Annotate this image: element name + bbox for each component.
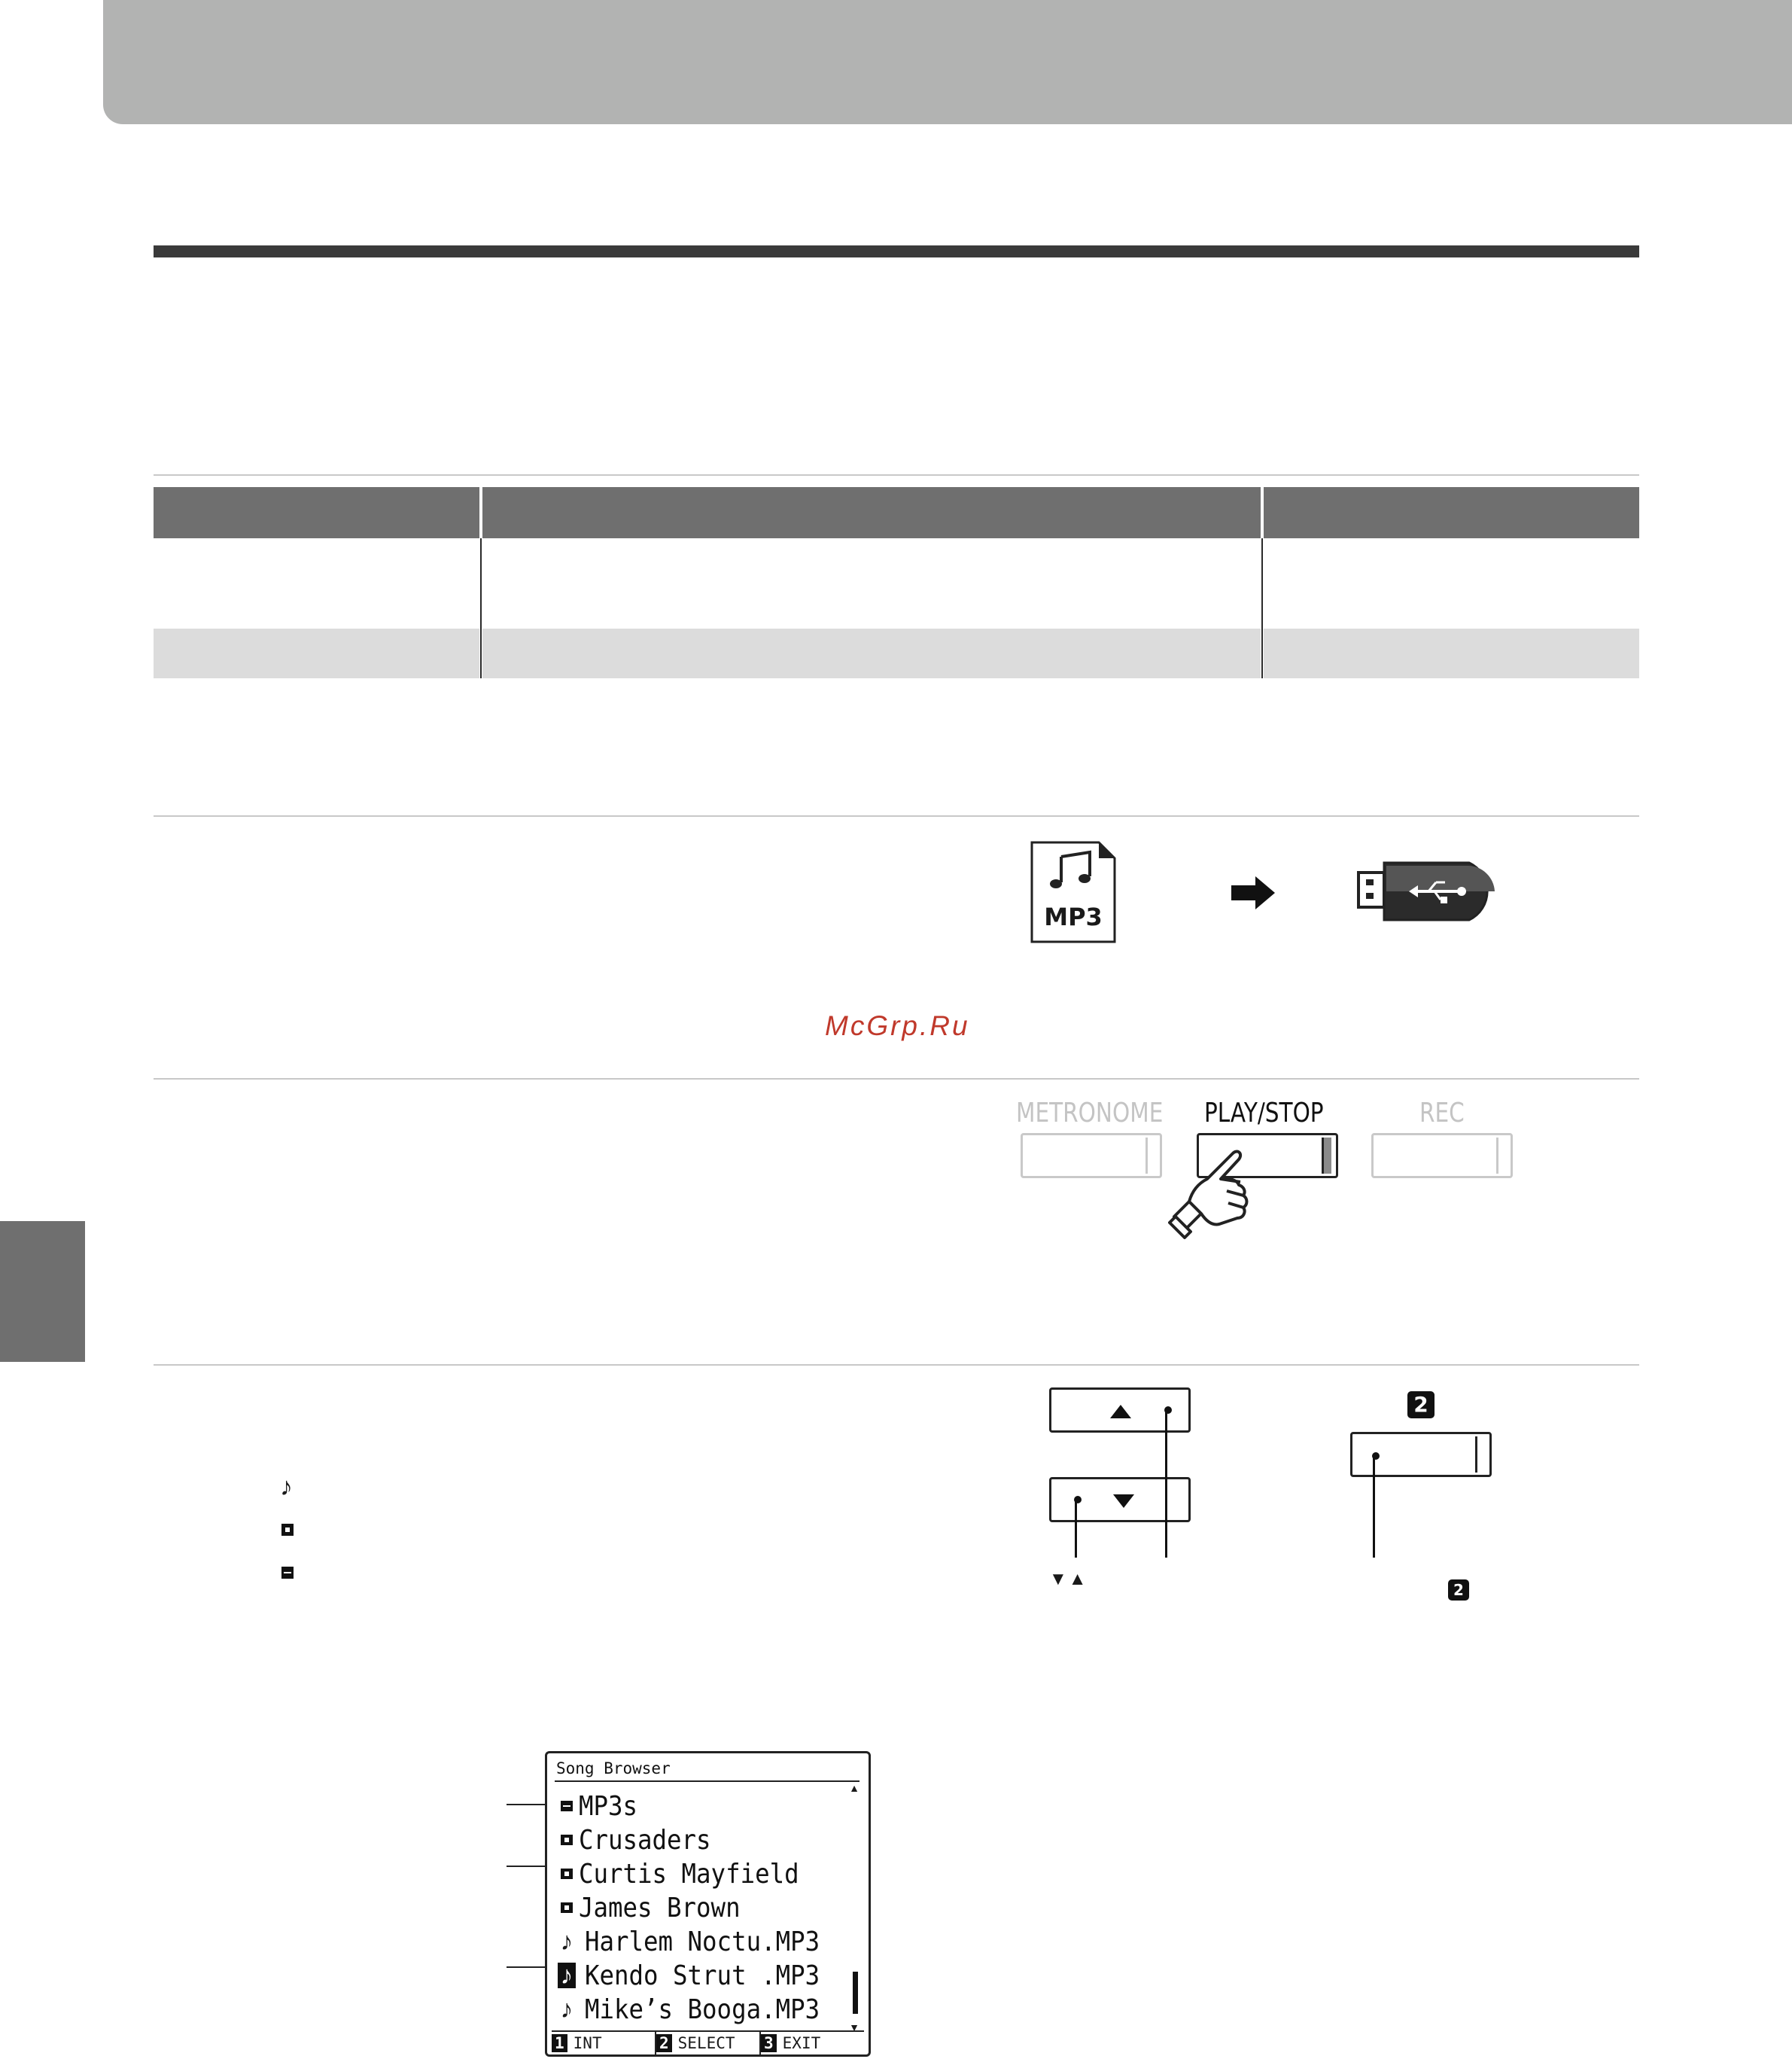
table-cell-divider [1261,538,1263,678]
divider [154,1078,1639,1080]
lcd-song-browser [545,1751,871,2057]
metronome-label: METRONOME [1016,1098,1164,1128]
divider [154,1364,1639,1366]
lcd-row-folder-open[interactable] [558,1789,644,1823]
lcd-row-file-selected[interactable] [558,1959,846,1992]
up-arrow-icon [1110,1405,1131,1418]
music-note-icon: ♪ [280,1473,293,1501]
music-note-icon: ♪ [560,1927,574,1956]
down-arrow-icon [1113,1494,1134,1508]
callout-line [1075,1497,1077,1558]
callout-line [507,1804,549,1805]
led-indicator [1475,1436,1485,1473]
function-key-number: 3 [761,2034,777,2052]
function-key-number: 1 [552,2034,567,2052]
closed-folder-icon [281,1524,294,1536]
lcd-row-label: Harlem Noctu.MP3 [585,1926,820,1957]
section-rule [154,245,1639,257]
rec-label: REC [1419,1098,1465,1128]
closed-folder-icon [561,1869,573,1879]
open-folder-icon [561,1801,573,1811]
lcd-row-file[interactable] [558,1925,846,1958]
function-key-label: EXIT [782,2034,821,2052]
right-arrow-icon [1231,876,1275,909]
closed-folder-icon [561,1835,573,1845]
nav-buttons-caption: ▼▲ [1049,1569,1088,1589]
function-key-exit[interactable] [761,2032,864,2054]
open-folder-icon [281,1567,294,1579]
divider [154,474,1639,476]
divider [154,815,1639,817]
table-cell-divider [480,538,482,678]
callout-line [1165,1408,1167,1558]
usb-flash-drive-icon [1356,857,1501,926]
function-button-2[interactable] [1350,1432,1492,1477]
callout-line [507,1966,549,1968]
mp3-icon-label: MP3 [1044,903,1103,931]
closed-folder-icon [561,1902,573,1913]
lcd-row-label: Kendo Strut .MP3 [585,1960,820,1991]
lcd-row-label: MP3s [579,1790,638,1822]
lcd-row-label: Crusaders [579,1824,711,1856]
function-key-label: INT [573,2034,602,2052]
function-key-badge-small: 2 [1448,1579,1469,1601]
chapter-tab [0,1221,85,1362]
function-key-int[interactable] [552,2032,656,2054]
spec-table [154,487,1639,678]
table-row-shaded [154,629,1639,678]
callout-line [1373,1454,1375,1558]
lcd-row-label: Mike’s Booga.MP3 [585,1994,820,2025]
pointing-hand-icon [1168,1141,1260,1248]
function-key-select[interactable] [656,2032,761,2054]
led-indicator [1322,1138,1331,1174]
function-key-label: SELECT [677,2034,735,2052]
scroll-down-icon: ▼ [849,2021,859,2033]
header-band [103,0,1792,124]
lcd-row-folder[interactable] [558,1823,726,1856]
play-stop-label: PLAY/STOP [1204,1098,1324,1128]
function-key-number: 2 [656,2034,672,2052]
callout-line [507,1866,549,1867]
lcd-row-label: Curtis Mayfield [579,1858,799,1890]
led-indicator [1145,1138,1155,1174]
lcd-function-bar [552,2030,864,2054]
lcd-row-file[interactable] [558,1993,846,2026]
lcd-row-folder[interactable] [558,1891,758,1924]
watermark: McGrp.Ru [825,1010,970,1041]
music-note-file-icon [1030,840,1117,944]
scrollbar-thumb[interactable] [853,1972,858,2014]
function-key-badge: 2 [1407,1391,1435,1418]
lcd-row-label: James Brown [579,1892,741,1923]
table-header-row [154,487,1639,538]
rec-button[interactable] [1371,1133,1513,1178]
music-note-icon: ♪ [558,1963,576,1988]
lcd-title-rule [555,1780,859,1782]
led-indicator [1496,1138,1506,1174]
up-button[interactable] [1049,1387,1191,1433]
music-note-icon: ♪ [560,1995,574,2024]
metronome-button[interactable] [1021,1133,1162,1178]
lcd-title: Song Browser [556,1759,671,1777]
scroll-up-icon: ▲ [849,1782,859,1794]
lcd-row-folder[interactable] [558,1857,823,1890]
down-button[interactable] [1049,1477,1191,1522]
